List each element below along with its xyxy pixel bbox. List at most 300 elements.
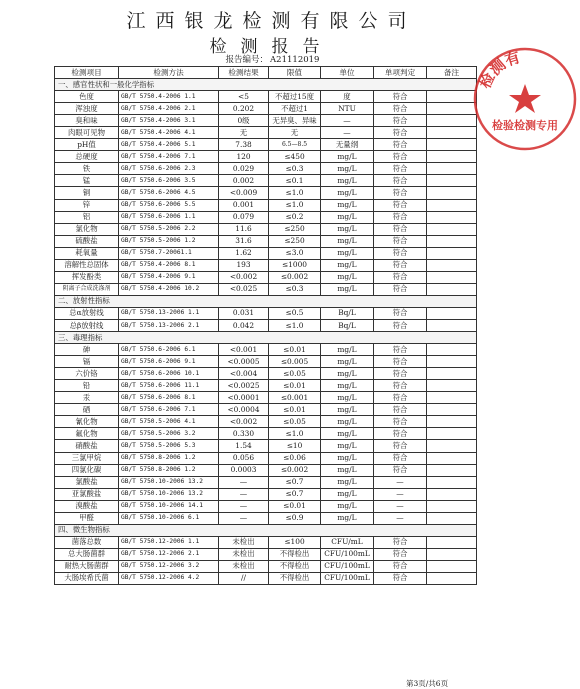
unit: mg/L [321,356,374,368]
method: GB/T 5750.12-2006 2.1 [119,548,219,560]
result: <0.025 [219,283,269,295]
method: GB/T 5750.4-2006 5.1 [119,139,219,151]
judgement: 符合 [374,127,427,139]
method: GB/T 5750.6-2006 3.5 [119,175,219,187]
result: 0.042 [219,319,269,331]
judgement: 符合 [374,307,427,319]
item-name: 溴酸盐 [55,500,119,512]
table-row [55,416,477,428]
limit: ≤0.5 [269,307,321,319]
item-name: 总α放射线 [55,307,119,319]
judgement: 符合 [374,572,427,584]
remark [427,356,477,368]
result: 0.0003 [219,464,269,476]
item-name: 总β放射线 [55,319,119,331]
result: <0.004 [219,368,269,380]
unit: CFU/100mL [321,572,374,584]
table-row [55,380,477,392]
limit: ≤1.0 [269,428,321,440]
result: 1.62 [219,247,269,259]
unit: mg/L [321,512,374,524]
limit: ≤0.01 [269,380,321,392]
remark [427,139,477,151]
item-name: 总硬度 [55,151,119,163]
item-name: 大肠埃希氏菌 [55,572,119,584]
result: <0.001 [219,344,269,356]
method: GB/T 5750.13-2006 2.1 [119,319,219,331]
results-table [54,66,477,585]
judgement: 符合 [374,139,427,151]
method: GB/T 5750.6-2006 7.1 [119,404,219,416]
table-row [55,392,477,404]
limit: ≤0.7 [269,488,321,500]
unit: CFU/mL [321,536,374,548]
unit: mg/L [321,163,374,175]
table-row [55,452,477,464]
unit: Bq/L [321,319,374,331]
result: 0.002 [219,175,269,187]
limit: ≤0.005 [269,356,321,368]
judgement: 符合 [374,199,427,211]
limit: 不得检出 [269,560,321,572]
limit: ≤0.3 [269,163,321,175]
judgement: 符合 [374,428,427,440]
result: — [219,500,269,512]
unit: mg/L [321,187,374,199]
judgement: 符合 [374,319,427,331]
table-row [55,271,477,283]
limit: ≤0.002 [269,271,321,283]
col-header: 单位 [321,67,374,79]
limit: ≤0.01 [269,500,321,512]
unit: mg/L [321,223,374,235]
method: GB/T 5750.5-2006 2.2 [119,223,219,235]
unit: mg/L [321,464,374,476]
section-title: 四、微生物指标 [55,524,477,536]
result: — [219,476,269,488]
result: 11.6 [219,223,269,235]
table-row [55,560,477,572]
remark [427,223,477,235]
table-row [55,464,477,476]
limit: ≤0.3 [269,283,321,295]
method: GB/T 5750.6-2006 2.3 [119,163,219,175]
item-name: 硒 [55,404,119,416]
unit: 度 [321,91,374,103]
col-header: 检测方法 [119,67,219,79]
judgement: 符合 [374,283,427,295]
result: 未检出 [219,536,269,548]
table-row [55,91,477,103]
judgement: 符合 [374,404,427,416]
result: <0.009 [219,187,269,199]
result: 0.330 [219,428,269,440]
item-name: 氰化物 [55,416,119,428]
item-name: 色度 [55,91,119,103]
limit: ≤0.1 [269,175,321,187]
table-row [55,115,477,127]
remark [427,127,477,139]
col-header: 备注 [427,67,477,79]
remark [427,319,477,331]
table-row [55,151,477,163]
table-row [55,199,477,211]
judgement: 符合 [374,151,427,163]
unit: mg/L [321,476,374,488]
item-name: 菌落总数 [55,536,119,548]
unit: mg/L [321,235,374,247]
result: 193 [219,259,269,271]
method: GB/T 5750.4-2006 3.1 [119,115,219,127]
result: <5 [219,91,269,103]
remark [427,440,477,452]
method: GB/T 5750.8-2006 1.2 [119,464,219,476]
method: GB/T 5750.10-2006 14.1 [119,500,219,512]
judgement: 符合 [374,235,427,247]
limit: ≤250 [269,235,321,247]
unit: mg/L [321,488,374,500]
item-name: 汞 [55,392,119,404]
table-row [55,428,477,440]
result: 无 [219,127,269,139]
judgement: — [374,500,427,512]
table-row [55,319,477,331]
limit: ≤10 [269,440,321,452]
unit: — [321,127,374,139]
section-row [55,79,477,91]
item-name: 总大肠菌群 [55,548,119,560]
table-row [55,404,477,416]
table-row [55,344,477,356]
remark [427,560,477,572]
judgement: 符合 [374,344,427,356]
table-row [55,175,477,187]
remark [427,199,477,211]
method: GB/T 5750.6-2006 10.1 [119,368,219,380]
limit: ≤0.9 [269,512,321,524]
judgement: 符合 [374,223,427,235]
item-name: 铜 [55,187,119,199]
remark [427,175,477,187]
item-name: 阴离子合成洗涤剂 [55,283,119,295]
method: GB/T 5750.13-2006 1.1 [119,307,219,319]
unit: mg/L [321,392,374,404]
remark [427,500,477,512]
method: GB/T 5750.4-2006 8.1 [119,259,219,271]
remark [427,416,477,428]
method: GB/T 5750.4-2006 2.1 [119,103,219,115]
item-name: pH值 [55,139,119,151]
unit: mg/L [321,259,374,271]
item-name: 耗氧量 [55,247,119,259]
page-indicator: 第3页/共6页 [406,679,449,688]
report-number-label: 报告编号： [225,55,269,65]
unit: mg/L [321,151,374,163]
unit: Bq/L [321,307,374,319]
table-row [55,211,477,223]
method: GB/T 5750.12-2006 4.2 [119,572,219,584]
unit: CFU/100mL [321,560,374,572]
method: GB/T 5750.4-2006 7.1 [119,151,219,163]
result: 7.38 [219,139,269,151]
result: 0.079 [219,211,269,223]
result: 0级 [219,115,269,127]
unit: — [321,115,374,127]
judgement: — [374,488,427,500]
remark [427,428,477,440]
judgement: — [374,512,427,524]
table-row [55,356,477,368]
col-header: 限值 [269,67,321,79]
limit: ≤0.7 [269,476,321,488]
unit: mg/L [321,368,374,380]
section-title: 三、毒理指标 [55,332,477,344]
limit: ≤1000 [269,259,321,271]
judgement: 符合 [374,536,427,548]
method: GB/T 5750.6-2006 9.1 [119,356,219,368]
remark [427,380,477,392]
item-name: 浑浊度 [55,103,119,115]
unit: mg/L [321,452,374,464]
judgement: 符合 [374,380,427,392]
unit: mg/L [321,175,374,187]
result: // [219,572,269,584]
result: 0.001 [219,199,269,211]
result: 120 [219,151,269,163]
judgement: 符合 [374,115,427,127]
method: GB/T 5750.7-20061.1 [119,247,219,259]
remark [427,572,477,584]
judgement: 符合 [374,259,427,271]
table-row [55,548,477,560]
result: 0.202 [219,103,269,115]
result: 未检出 [219,560,269,572]
remark [427,344,477,356]
method: GB/T 5750.10-2006 6.1 [119,512,219,524]
method: GB/T 5750.4-2006 10.2 [119,283,219,295]
section-title: 一、感官性状和一般化学指标 [55,79,477,91]
remark [427,536,477,548]
method: GB/T 5750.6-2006 4.5 [119,187,219,199]
item-name: 肉眼可见物 [55,127,119,139]
unit: mg/L [321,428,374,440]
result: <0.0004 [219,404,269,416]
section-row [55,295,477,307]
limit: ≤100 [269,536,321,548]
table-row [55,235,477,247]
method: GB/T 5750.6-2006 1.1 [119,211,219,223]
item-name: 六价铬 [55,368,119,380]
remark [427,235,477,247]
table-body [55,79,477,585]
company-name: 江西银龙检测有限公司 [126,10,417,32]
section-row [55,332,477,344]
limit: ≤0.002 [269,464,321,476]
item-name: 硝酸盐 [55,440,119,452]
judgement: 符合 [374,464,427,476]
judgement: 符合 [374,247,427,259]
table-row [55,536,477,548]
table-row [55,572,477,584]
remark [427,368,477,380]
remark [427,187,477,199]
official-seal [470,44,580,154]
item-name: 挥发酚类 [55,271,119,283]
remark [427,476,477,488]
judgement: 符合 [374,91,427,103]
item-name: 镉 [55,356,119,368]
limit: ≤3.0 [269,247,321,259]
unit: mg/L [321,404,374,416]
remark [427,103,477,115]
item-name: 臭和味 [55,115,119,127]
limit: ≤0.2 [269,211,321,223]
item-name: 氯化物 [55,223,119,235]
item-name: 氯酸盐 [55,476,119,488]
table-row [55,476,477,488]
limit: ≤0.001 [269,392,321,404]
svg-text:检验检测专用: 检验检测专用 [492,119,558,132]
method: GB/T 5750.6-2006 5.5 [119,199,219,211]
remark [427,488,477,500]
unit: mg/L [321,199,374,211]
section-row [55,524,477,536]
col-header: 检测项目 [55,67,119,79]
report-number-value: A21112019 [270,55,320,65]
method: GB/T 5750.12-2006 1.1 [119,536,219,548]
method: GB/T 5750.6-2006 8.1 [119,392,219,404]
table-row [55,440,477,452]
limit: 无异臭、异味 [269,115,321,127]
item-name: 三氯甲烷 [55,452,119,464]
method: GB/T 5750.12-2006 3.2 [119,560,219,572]
table-row [55,283,477,295]
unit: mg/L [321,380,374,392]
table-row [55,512,477,524]
limit: ≤450 [269,151,321,163]
item-name: 四氯化碳 [55,464,119,476]
item-name: 耐热大肠菌群 [55,560,119,572]
limit: 不得检出 [269,572,321,584]
limit: ≤1.0 [269,187,321,199]
method: GB/T 5750.6-2006 6.1 [119,344,219,356]
item-name: 溶解性总固体 [55,259,119,271]
table-row [55,139,477,151]
limit: ≤1.0 [269,319,321,331]
result: 0.029 [219,163,269,175]
limit: ≤0.05 [269,368,321,380]
limit: ≤0.05 [269,416,321,428]
judgement: 符合 [374,560,427,572]
unit: mg/L [321,247,374,259]
judgement: 符合 [374,271,427,283]
judgement: 符合 [374,175,427,187]
item-name: 氟化物 [55,428,119,440]
table-header-row [55,67,477,79]
item-name: 亚氯酸盐 [55,488,119,500]
remark [427,548,477,560]
table-row [55,488,477,500]
table-row [55,500,477,512]
limit: ≤1.0 [269,199,321,211]
table-row [55,103,477,115]
unit: mg/L [321,271,374,283]
table-row [55,163,477,175]
remark [427,259,477,271]
remark [427,307,477,319]
item-name: 砷 [55,344,119,356]
unit: mg/L [321,500,374,512]
judgement: 符合 [374,368,427,380]
remark [427,271,477,283]
remark [427,247,477,259]
method: GB/T 5750.10-2006 13.2 [119,476,219,488]
unit: 无量纲 [321,139,374,151]
item-name: 铝 [55,211,119,223]
method: GB/T 5750.4-2006 9.1 [119,271,219,283]
remark [427,452,477,464]
method: GB/T 5750.10-2006 13.2 [119,488,219,500]
limit: 6.5—8.5 [269,139,321,151]
result: <0.0025 [219,380,269,392]
method: GB/T 5750.8-2006 1.2 [119,452,219,464]
limit: 无 [269,127,321,139]
table-row [55,247,477,259]
result: 1.54 [219,440,269,452]
remark [427,163,477,175]
unit: mg/L [321,283,374,295]
limit: ≤0.01 [269,404,321,416]
method: GB/T 5750.5-2006 4.1 [119,416,219,428]
judgement: 符合 [374,548,427,560]
limit: ≤0.01 [269,344,321,356]
method: GB/T 5750.4-2006 4.1 [119,127,219,139]
method: GB/T 5750.6-2006 11.1 [119,380,219,392]
method: GB/T 5750.5-2006 1.2 [119,235,219,247]
item-name: 硫酸盐 [55,235,119,247]
result: — [219,512,269,524]
judgement: 符合 [374,187,427,199]
item-name: 铅 [55,380,119,392]
unit: mg/L [321,440,374,452]
remark [427,115,477,127]
report-title: 检测报告 [209,37,334,57]
svg-text:检测有: 检测有 [475,48,523,92]
judgement: 符合 [374,211,427,223]
limit: 不得检出 [269,548,321,560]
method: GB/T 5750.5-2006 5.3 [119,440,219,452]
method: GB/T 5750.4-2006 1.1 [119,91,219,103]
unit: mg/L [321,416,374,428]
result: <0.0001 [219,392,269,404]
limit: 不超过15度 [269,91,321,103]
item-name: 甲醛 [55,512,119,524]
limit: ≤0.06 [269,452,321,464]
remark [427,283,477,295]
result: 31.6 [219,235,269,247]
item-name: 锌 [55,199,119,211]
table-row [55,307,477,319]
limit: 不超过1 [269,103,321,115]
remark [427,464,477,476]
col-header: 单项判定 [374,67,427,79]
judgement: 符合 [374,452,427,464]
result: 0.056 [219,452,269,464]
result: 0.031 [219,307,269,319]
report-number [0,53,543,65]
unit: mg/L [321,211,374,223]
judgement: 符合 [374,392,427,404]
